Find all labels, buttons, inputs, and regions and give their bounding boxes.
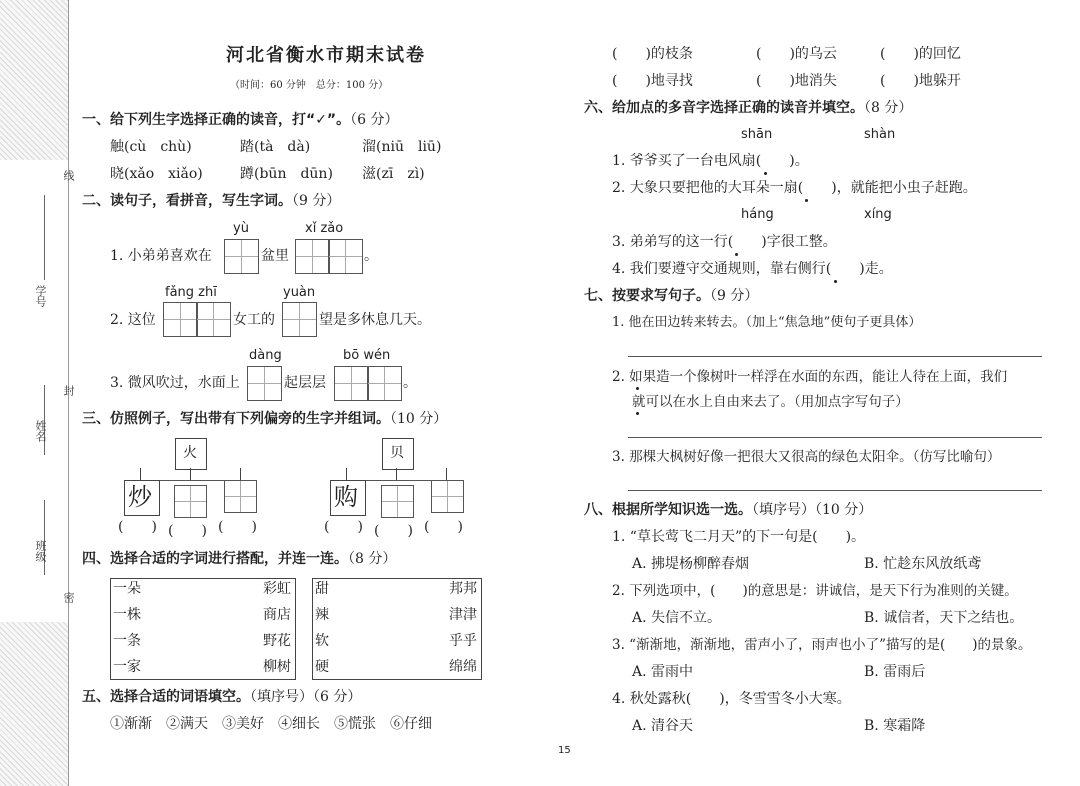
answer-line[interactable]: [628, 437, 1042, 438]
s1-title: 一、给下列生字选择正确的读音，打“✓”。（6 分）: [82, 112, 399, 128]
match-item[interactable]: 野花: [263, 633, 291, 649]
s8-title: 八、根据所学知识选一选。（填序号）（10 分）: [584, 502, 873, 518]
s2-q3-text: 3. 微风吹过，水面上: [110, 375, 240, 391]
radical-label: 贝: [390, 445, 404, 461]
example-char: 炒: [128, 483, 152, 511]
s6-q1: 1. 爷爷买了一台电风扇( )。: [612, 153, 809, 169]
answer-paren[interactable]: ( ): [118, 519, 157, 535]
match-item[interactable]: 一朵: [113, 581, 141, 597]
match-item[interactable]: 绵绵: [449, 659, 477, 675]
answer-paren[interactable]: ( ): [424, 519, 463, 535]
margin-hatch-top: [0, 0, 68, 160]
match-item[interactable]: 一株: [113, 607, 141, 623]
s6-pinyin: shān: [741, 127, 773, 142]
s5-blank[interactable]: ( )地消失: [756, 73, 837, 89]
s8-q2-option-b[interactable]: B. 诚信者，天下之结也。: [864, 610, 1024, 626]
s5-blank[interactable]: ( )的乌云: [756, 46, 837, 62]
tree-connector: [190, 468, 191, 480]
s8-q2-option-a[interactable]: A. 失信不立。: [632, 610, 722, 626]
s2-q1-pinyin: xǐ zǎo: [305, 221, 344, 236]
s1-item: 晓(xǎo xiǎo): [110, 166, 203, 182]
s5-blank[interactable]: ( )的回忆: [880, 46, 961, 62]
s2-q1-text: 1. 小弟弟喜欢在: [110, 248, 212, 264]
tianzi-grid[interactable]: [163, 302, 198, 337]
s8-q4: 4. 秋处露秋( )，冬雪雪冬小大寒。: [612, 691, 851, 707]
s8-q1-option-a[interactable]: A. 拂堤杨柳醉春烟: [632, 556, 750, 572]
s7-q2-line2: 就可以在水上自由来去了。（用加点字写句子）: [632, 394, 909, 410]
s8-q3-option-b[interactable]: B. 雷雨后: [864, 664, 926, 680]
s6-title: 六、给加点的多音字选择正确的读音并填空。（8 分）: [584, 100, 913, 116]
answer-line[interactable]: [628, 490, 1042, 491]
s2-q2-text: 女工的: [233, 312, 275, 328]
s8-q4-option-a[interactable]: A. 清谷天: [632, 718, 694, 734]
answer-paren[interactable]: ( ): [218, 519, 257, 535]
s8-q2: 2. 下列选项中，( )的意思是：讲诚信，是天下行为准则的关键。: [612, 583, 1018, 599]
s6-q2: 2. 大象只要把他的大耳朵一扇( )，就能把小虫子赶跑。: [612, 180, 977, 196]
s2-q1-pinyin: yù: [233, 221, 249, 236]
exam-title: 河北省衡水市期末试卷: [226, 45, 426, 66]
s1-item: 踏(tà dà): [240, 139, 311, 155]
s5-blank[interactable]: ( )地躲开: [880, 73, 961, 89]
s2-q2-pinyin: yuàn: [283, 285, 316, 300]
s6-pinyin: xíng: [864, 207, 892, 222]
s8-q3: 3. “渐渐地，渐渐地，雷声小了，雨声也小了”描写的是( )的景象。: [612, 637, 1032, 653]
s2-q1-text: 盆里: [261, 248, 289, 264]
s8-q3-option-a[interactable]: A. 雷雨中: [632, 664, 694, 680]
s5-blank[interactable]: ( )地寻找: [612, 73, 693, 89]
tianzi-grid[interactable]: [282, 302, 317, 337]
margin-tight-label: 密: [62, 592, 75, 603]
s2-q2-text: 2. 这位: [110, 312, 156, 328]
tianzi-grid[interactable]: [328, 239, 363, 274]
example-char: 购: [334, 483, 358, 511]
emphasis-dot: [834, 280, 837, 283]
tianzi-grid[interactable]: [196, 302, 231, 337]
answer-paren[interactable]: ( ): [168, 523, 207, 539]
emphasis-dot: [735, 253, 738, 256]
s1-item: 触(cù chù): [110, 139, 192, 155]
s2-title: 二、读句子，看拼音，写生字词。（9 分）: [82, 193, 341, 209]
s7-q3: 3. 那棵大枫树好像一把很大又很高的绿色太阳伞。（仿写比喻句）: [612, 449, 1001, 465]
s6-pinyin: shàn: [864, 127, 896, 142]
match-item[interactable]: 乎乎: [449, 633, 477, 649]
match-item[interactable]: 硬: [315, 659, 329, 675]
margin-hatch-bottom: [0, 622, 68, 786]
match-item[interactable]: 甜: [315, 581, 329, 597]
s6-q4: 4. 我们要遵守交通规则，靠右侧行( )走。: [612, 261, 893, 277]
tianzi-grid[interactable]: [247, 366, 282, 401]
s5-title: 五、选择合适的词语填空。（填序号）（6 分）: [82, 689, 362, 705]
s2-q3-pinyin: bō wén: [343, 348, 391, 363]
margin-student-no: 学号: [34, 285, 47, 307]
match-item[interactable]: 软: [315, 633, 329, 649]
margin-class: 班级: [34, 540, 47, 562]
s7-q2-line1: 2. 如果造一个像树叶一样浮在水面的东西，能让人待在上面，我们: [612, 369, 1008, 385]
exam-subtitle: （时间：60 分钟 总分：100 分）: [230, 80, 389, 91]
s8-q1: 1. “草长莺飞二月天”的下一句是( )。: [612, 529, 866, 545]
s7-q1: 1. 他在田边转来转去。（加上“焦急地”使句子更具体）: [612, 315, 922, 330]
tree-connector: [446, 468, 447, 480]
tree-connector: [140, 468, 141, 480]
margin-seal-label: 封: [62, 385, 75, 396]
s2-q3-text: 起层层: [284, 375, 326, 391]
tree-connector: [346, 468, 347, 480]
tianzi-grid[interactable]: [367, 366, 402, 401]
answer-paren[interactable]: ( ): [324, 519, 363, 535]
s6-pinyin: háng: [741, 207, 774, 222]
s8-q4-option-b[interactable]: B. 寒霜降: [864, 718, 926, 734]
s4-title: 四、选择合适的字词进行搭配，并连一连。（8 分）: [82, 551, 397, 567]
emphasis-dot: [764, 172, 767, 175]
s2-q3-text: 。: [403, 375, 417, 391]
match-item[interactable]: 一家: [113, 659, 141, 675]
emphasis-dot: [805, 199, 808, 202]
tianzi-grid[interactable]: [334, 366, 369, 401]
match-item[interactable]: 邦邦: [449, 581, 477, 597]
match-item[interactable]: 彩虹: [263, 581, 291, 597]
tianzi-grid[interactable]: [431, 480, 464, 513]
tianzi-grid[interactable]: [174, 485, 207, 518]
tree-connector: [240, 468, 241, 480]
match-item[interactable]: 津津: [449, 607, 477, 623]
match-item[interactable]: 辣: [315, 607, 329, 623]
match-item[interactable]: 柳树: [263, 659, 291, 675]
s7-title: 七、按要求写句子。（9 分）: [584, 288, 759, 304]
match-item[interactable]: 一条: [113, 633, 141, 649]
s2-q1-text: 。: [364, 248, 378, 264]
tianzi-grid[interactable]: [381, 485, 414, 518]
s2-q2-text: 望是多休息几天。: [319, 312, 431, 328]
tianzi-grid[interactable]: [224, 239, 259, 274]
emphasis-dot: [636, 387, 639, 390]
s6-q3: 3. 弟弟写的这一行( )字很工整。: [612, 234, 837, 250]
margin-line-label: 线: [62, 170, 75, 181]
s3-title: 三、仿照例子，写出带有下列偏旁的生字并组词。（10 分）: [82, 411, 448, 427]
tree-connector: [396, 468, 397, 480]
page-number: 15: [558, 745, 571, 756]
s1-item: 溜(niū liū): [362, 139, 442, 155]
s8-q1-option-b[interactable]: B. 忙趁东风放纸鸢: [864, 556, 982, 572]
s1-item: 蹲(būn dūn): [240, 166, 333, 182]
radical-label: 火: [183, 445, 197, 461]
answer-line[interactable]: [628, 356, 1042, 357]
match-item[interactable]: 商店: [263, 607, 291, 623]
tianzi-grid[interactable]: [224, 480, 257, 513]
answer-paren[interactable]: ( ): [374, 523, 413, 539]
student-no-blank: [44, 195, 45, 280]
margin-name: 姓名: [34, 420, 47, 442]
class-blank: [44, 500, 45, 575]
s2-q2-pinyin: fǎng zhī: [165, 285, 217, 300]
tianzi-grid[interactable]: [295, 239, 330, 274]
s2-q3-pinyin: dàng: [249, 348, 282, 363]
emphasis-dot: [636, 412, 639, 415]
s1-item: 滋(zī zì): [362, 166, 425, 182]
s5-blank[interactable]: ( )的枝条: [612, 46, 693, 62]
s5-options: ①渐渐 ②满天 ③美好 ④细长 ⑤慌张 ⑥仔细: [110, 716, 432, 732]
